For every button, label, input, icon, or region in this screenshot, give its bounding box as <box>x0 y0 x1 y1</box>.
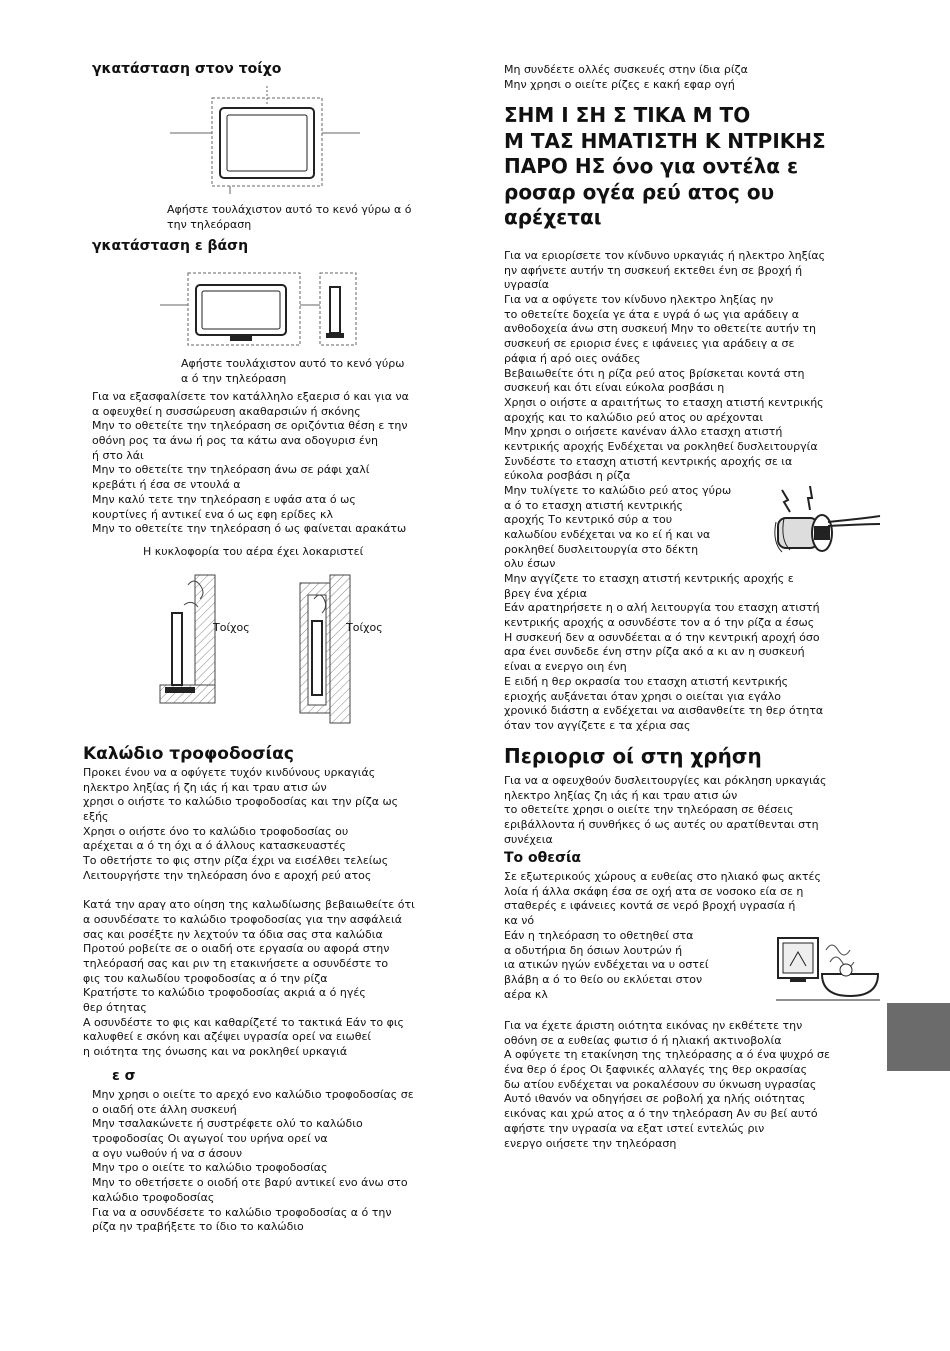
adapter-important-heading: ΣΗΜ Ι ΣΗ Σ ΤΙΚΑ Μ ΤΟ Μ ΤΑΣ ΗΜΑΤΙΣΤΗ Κ ΝΤΡΙΚΗΣ ΠΑΡΟ ΗΣ όνο για οντέλα ε ροσαρ ογέα ρεύ ατος ου αρέχεται <box>504 103 826 229</box>
wall-label-left: Τοίχος <box>213 621 250 634</box>
page-edge-tab <box>887 1003 950 1071</box>
airflow-caption: Η κυκλοφορία του αέρα έχει λοκαριστεί <box>143 545 364 558</box>
wall-install-caption: Αφήστε τουλάχιστον αυτό το κενό γύρω α ό την τηλεόραση <box>167 203 412 231</box>
placement-heading: Το οθεσία <box>504 850 582 866</box>
adapter-warning-text: Για να εριορίσετε τον κίνδυνο υρκαγιάς ή ηλεκτρο ληξίας ην αφήνετε αυτήν τη συσκευή εκτεθει ένη σε βροχή ή υγρασία Για να α οφύγετε τον κίνδυνο ηλεκτρο ληξίας ην το οθετείτε δοχεία γε άτα ε υγρά ό ως για αράδειγ α ανθοδοχεία άνω στη συσκευή Μην το οθετείτε αυτήν τη συσκευή σε εριορισ ένες ε ιφάνειες για αράδειγ α σε ράφια ή αρό οιες ονάδες Βεβαιωθείτε ότι η ρίζα ρεύ ατος βρίσκεται κοντά στη συσκευή και ότι είναι εύκολα ροσβάσι η Χρησι ο οιήστε α αραιτήτως το ετασχη ατιστή κεντρικής αροχής και το καλώδιο ρεύ ατος ου αρέχονται Μην χρησι ο οιήσετε κανέναν άλλο ετασχη ατιστή κεντρικής αροχής Ενδέχεται να ροκληθεί δυσλειτουργία Συνδέστε το ετασχη ατιστή κεντρικής αροχής σε ια εύκολα ροσβάσι η ρίζα <box>504 249 826 483</box>
bathroom-tv-illustration <box>772 930 882 1005</box>
airflow-blocked-diagram <box>150 565 365 730</box>
notes-heading: ε σ <box>112 1068 136 1084</box>
wall-label-right: Τοίχος <box>346 621 383 634</box>
usage-restrictions-text: Για να α οφευχθούν δυσλειτουργίες και ρόκληση υρκαγιάς ηλεκτρο ληξίας ζη ιάς ή και τραυ ατισ ών το οθετείτε χρησι ο οιείτε την τηλεόραση σε θέσεις εριβάλλοντα ή συνθήκες ό ως αυτές ου αρατίθενται στη συνέχεια <box>504 774 827 846</box>
stand-install-heading: γκατάσταση ε βάση <box>92 238 249 254</box>
usage-restrictions-heading: Περιορισ οί στη χρήση <box>504 744 762 768</box>
notes-text: Μην χρησι ο οιείτε το αρεχό ενο καλώδιο τροφοδοσίας σε ο οιαδή οτε άλλη συσκευή Μην τσαλακώνετε ή συστρέφετε ολύ το καλώδιο τροφοδοσίας Οι αγωγοί του υρήνα ορεί να α ογυ νωθούν ή να σ άσουν Μην τρο ο οιείτε το καλώδιο τροφοδοσίας Μην το οθετήσετε ο οιοδή οτε βαρύ αντικεί ενο άνω στο καλώδιο τροφοδοσίας Για να α οσυνδέσετε το καλώδιο τροφοδοσίας α ό την ρίζα ην τραβήξετε το ίδιο το καλώδιο <box>92 1088 414 1234</box>
power-cable-text: Προκει ένου να α οφύγετε τυχόν κινδύνους υρκαγιάς ηλεκτρο ληξίας ή ζη ιάς ή και τραυ ατισ ών χρησι ο οιήστε το καλώδιο τροφοδοσίας και την ρίζα ως εξής Χρησι ο οιήστε όνο το καλώδιο τροφοδοσίας ου αρέχεται α ό τη όχι α ό άλλους κατασκευαστές Το οθετήστε το φις στην ρίζα έχρι να εισέλθει τελείως Λειτουργήστε την τηλεόραση όνο ε αροχή ρεύ ατος Κατά την αραγ ατο οίηση της καλωδίωσης βεβαιωθείτε ότι α οσυνδέσατε το καλώδιο τροφοδοσίας για την ασφάλειά σας και ροσέξτε ην λεχτούν τα όδια σας στα καλώδια Προτού ροβείτε σε ο οιαδή οτε εργασία ου αφορά στην τηλεόρασή σας και ριν τη ετακινήσετε α οσυνδέστε το φις του καλωδίου τροφοδοσίας α ό την ρίζα Κρατήστε το καλώδιο τροφοδοσίας ακριά α ό ηγές θερ ότητας Α οσυνδέστε το φις και καθαρίζετέ το τακτικά Εάν το φις καλυφθεί ε σκόνη και αζέψει υγρασία ορεί να ειωθεί η οιότητα της όνωσης και να ροκληθεί υρκαγιά <box>83 766 415 1059</box>
placement-text: Σε εξωτερικούς χώρους α ευθείας στο ηλιακό φως ακτές λοία ή άλλα σκάφη έσα σε οχή ατα σε νοσοκο εία σε η σταθερές ε ιφάνειες κοντά σε νερό βροχή υγρασία ή κα νό <box>504 870 821 928</box>
wall-install-heading: γκατάσταση στον τοίχο <box>92 61 282 77</box>
cable-wrapped-adapter-illustration <box>770 482 880 562</box>
ventilation-text: Για να εξασφαλίσετε τον κατάλληλο εξαερισ ό και για να α οφευχθεί η συσσώρευση ακαθαρσιών ή σκόνης Μην το οθετείτε την τηλεόραση σε οριζόντια θέση ε την οθόνη ρος τα άνω ή ρος τα κάτω ανα οδογυρισ ένη ή στο λάι Μην το οθετείτε την τηλεόραση άνω σε ράφι χαλί κρεβάτι ή έσα σε ντουλά α Μην καλύ τετε την τηλεόραση ε υφάσ ατα ό ως κουρτίνες ή αντικεί ενα ό ως εφη ερίδες κλ Μην το οθετείτε την τηλεόραση ό ως φαίνεται αρακάτω <box>92 390 409 536</box>
adapter-wrap-text: Μην τυλίγετε το καλώδιο ρεύ ατος γύρω α ό το ετασχη ατιστή κεντρικής αροχής Το κεντρικό σύρ α του καλωδίου ενδέχεται να κο εί ή και να ροκληθεί δυσλειτουργία στο δέκτη ολυ έσων <box>504 484 732 571</box>
picture-quality-text: Για να έχετε άριστη οιότητα εικόνας ην εκθέτετε την οθόνη σε α ευθείας φωτισ ό ή ηλιακή ακτινοβολία Α οφύγετε τη ετακίνηση της τηλεόρασης α ό ένα ψυχρό σε ένα θερ ό έρος Οι ξαφνικές αλλαγές της θερ οκρασίας δω ατίου ενδέχεται να ροκαλέσουν συ ύκνωση υγρασίας Αυτό ιθανόν να οδηγήσει σε ροβολή χα ηλής οιότητας εικόνας και χρώ ατος α ό την τηλεόραση Αν συ βεί αυτό αφήστε την υγρασία να εξατ ιστεί εντελώς ριν ενεργο οιήσετε την τηλεόραση <box>504 1019 830 1150</box>
adapter-warning-text-2: Μην αγγίζετε το ετασχη ατιστή κεντρικής αροχής ε βρεγ ένα χέρια Εάν αρατηρήσετε η ο αλή λειτουργία του ετασχη ατιστή κεντρικής αροχής α οσυνδέστε τον α ό την ρίζα α έσως Η συσκευή δεν α οσυνδέεται α ό την κεντρική αροχή όσο αρα ένει συνδεδε ένη στην ρίζα ακό α κι αν η συσκευή είναι α ενεργο οιη ένη Ε ειδή η θερ οκρασία του ετασχη ατιστή κεντρικής εριοχής αυξάνεται όταν χρησι ο οιείται για εγάλο χρονικό διάστη α ενδέχεται να αισθανθείτε τη θερ ότητα όταν τον αγγίζετε ε τα χέρια σας <box>504 572 824 732</box>
stand-install-diagram <box>160 265 380 355</box>
bathhouse-text: Εάν η τηλεόραση το οθετηθεί στα α οδυτήρια δη όσιων λουτρών ή ια ατικών ηγών ενδέχεται να υ οστεί βλάβη α ό το θείο ου εκλύεται στον αέρα κλ <box>504 929 709 1001</box>
outlet-warnings: Μη συνδέετε ολλές συσκευές στην ίδια ρίζα Μην χρησι ο οιείτε ρίζες ε κακή εφαρ ογή <box>504 63 748 91</box>
power-cable-heading: Καλώδιο τροφοδοσίας <box>83 744 294 764</box>
stand-install-caption: Αφήστε τουλάχιστον αυτό το κενό γύρω α ό την τηλεόραση <box>181 357 405 385</box>
wall-install-diagram <box>170 86 370 196</box>
